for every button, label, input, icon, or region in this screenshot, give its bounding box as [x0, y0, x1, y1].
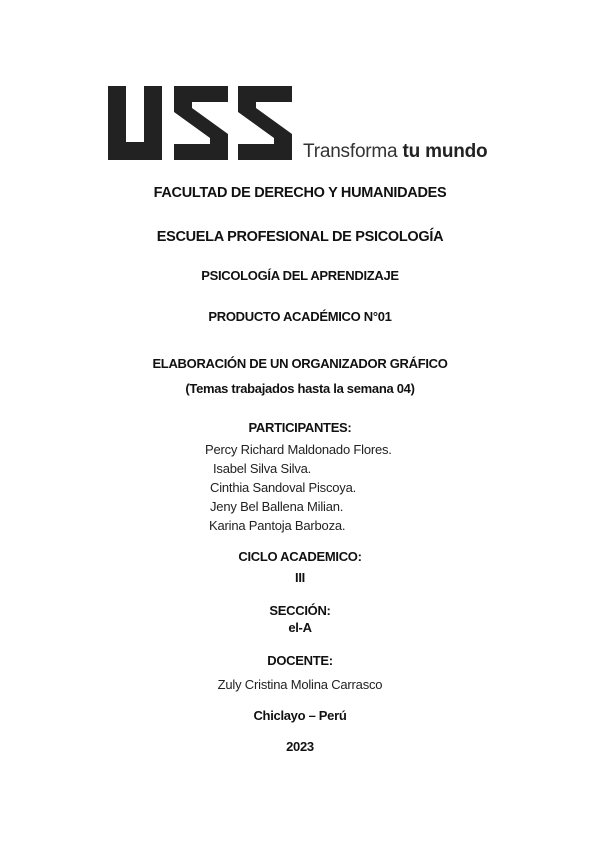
work-subtitle: (Temas trabajados hasta la semana 04) — [185, 381, 415, 396]
course-title: PSICOLOGÍA DEL APRENDIZAJE — [201, 268, 399, 283]
section-value: el-A — [288, 620, 312, 635]
product-title: PRODUCTO ACADÉMICO N°01 — [208, 309, 392, 324]
section-heading: SECCIÓN: — [269, 603, 331, 618]
participant-name: Isabel Silva Silva. — [213, 461, 312, 476]
cycle-heading: CICLO ACADEMICO: — [238, 549, 362, 564]
year: 2023 — [286, 739, 314, 754]
participant-name: Percy Richard Maldonado Flores. — [205, 442, 392, 457]
teacher-heading: DOCENTE: — [267, 653, 333, 668]
uss-logo-mark — [108, 86, 300, 160]
place: Chiclayo – Perú — [253, 708, 347, 723]
participant-name: Karina Pantoja Barboza. — [209, 518, 346, 533]
participants-list — [205, 440, 445, 535]
teacher-name: Zuly Cristina Molina Carrasco — [217, 677, 383, 692]
tagline-light: Transforma — [303, 141, 398, 162]
school-title: ESCUELA PROFESIONAL DE PSICOLOGÍA — [156, 229, 444, 245]
participant-name: Cinthia Sandoval Piscoya. — [210, 480, 357, 495]
logo-tagline — [303, 141, 487, 163]
work-title: ELABORACIÓN DE UN ORGANIZADOR GRÁFICO — [152, 356, 448, 371]
participants-heading: PARTICIPANTES: — [248, 420, 352, 435]
faculty-title: FACULTAD DE DERECHO Y HUMANIDADES — [153, 185, 447, 201]
participant-name: Jeny Bel Ballena Milian. — [210, 499, 344, 514]
cycle-value: III — [295, 570, 305, 585]
tagline-bold: tu mundo — [402, 141, 488, 162]
